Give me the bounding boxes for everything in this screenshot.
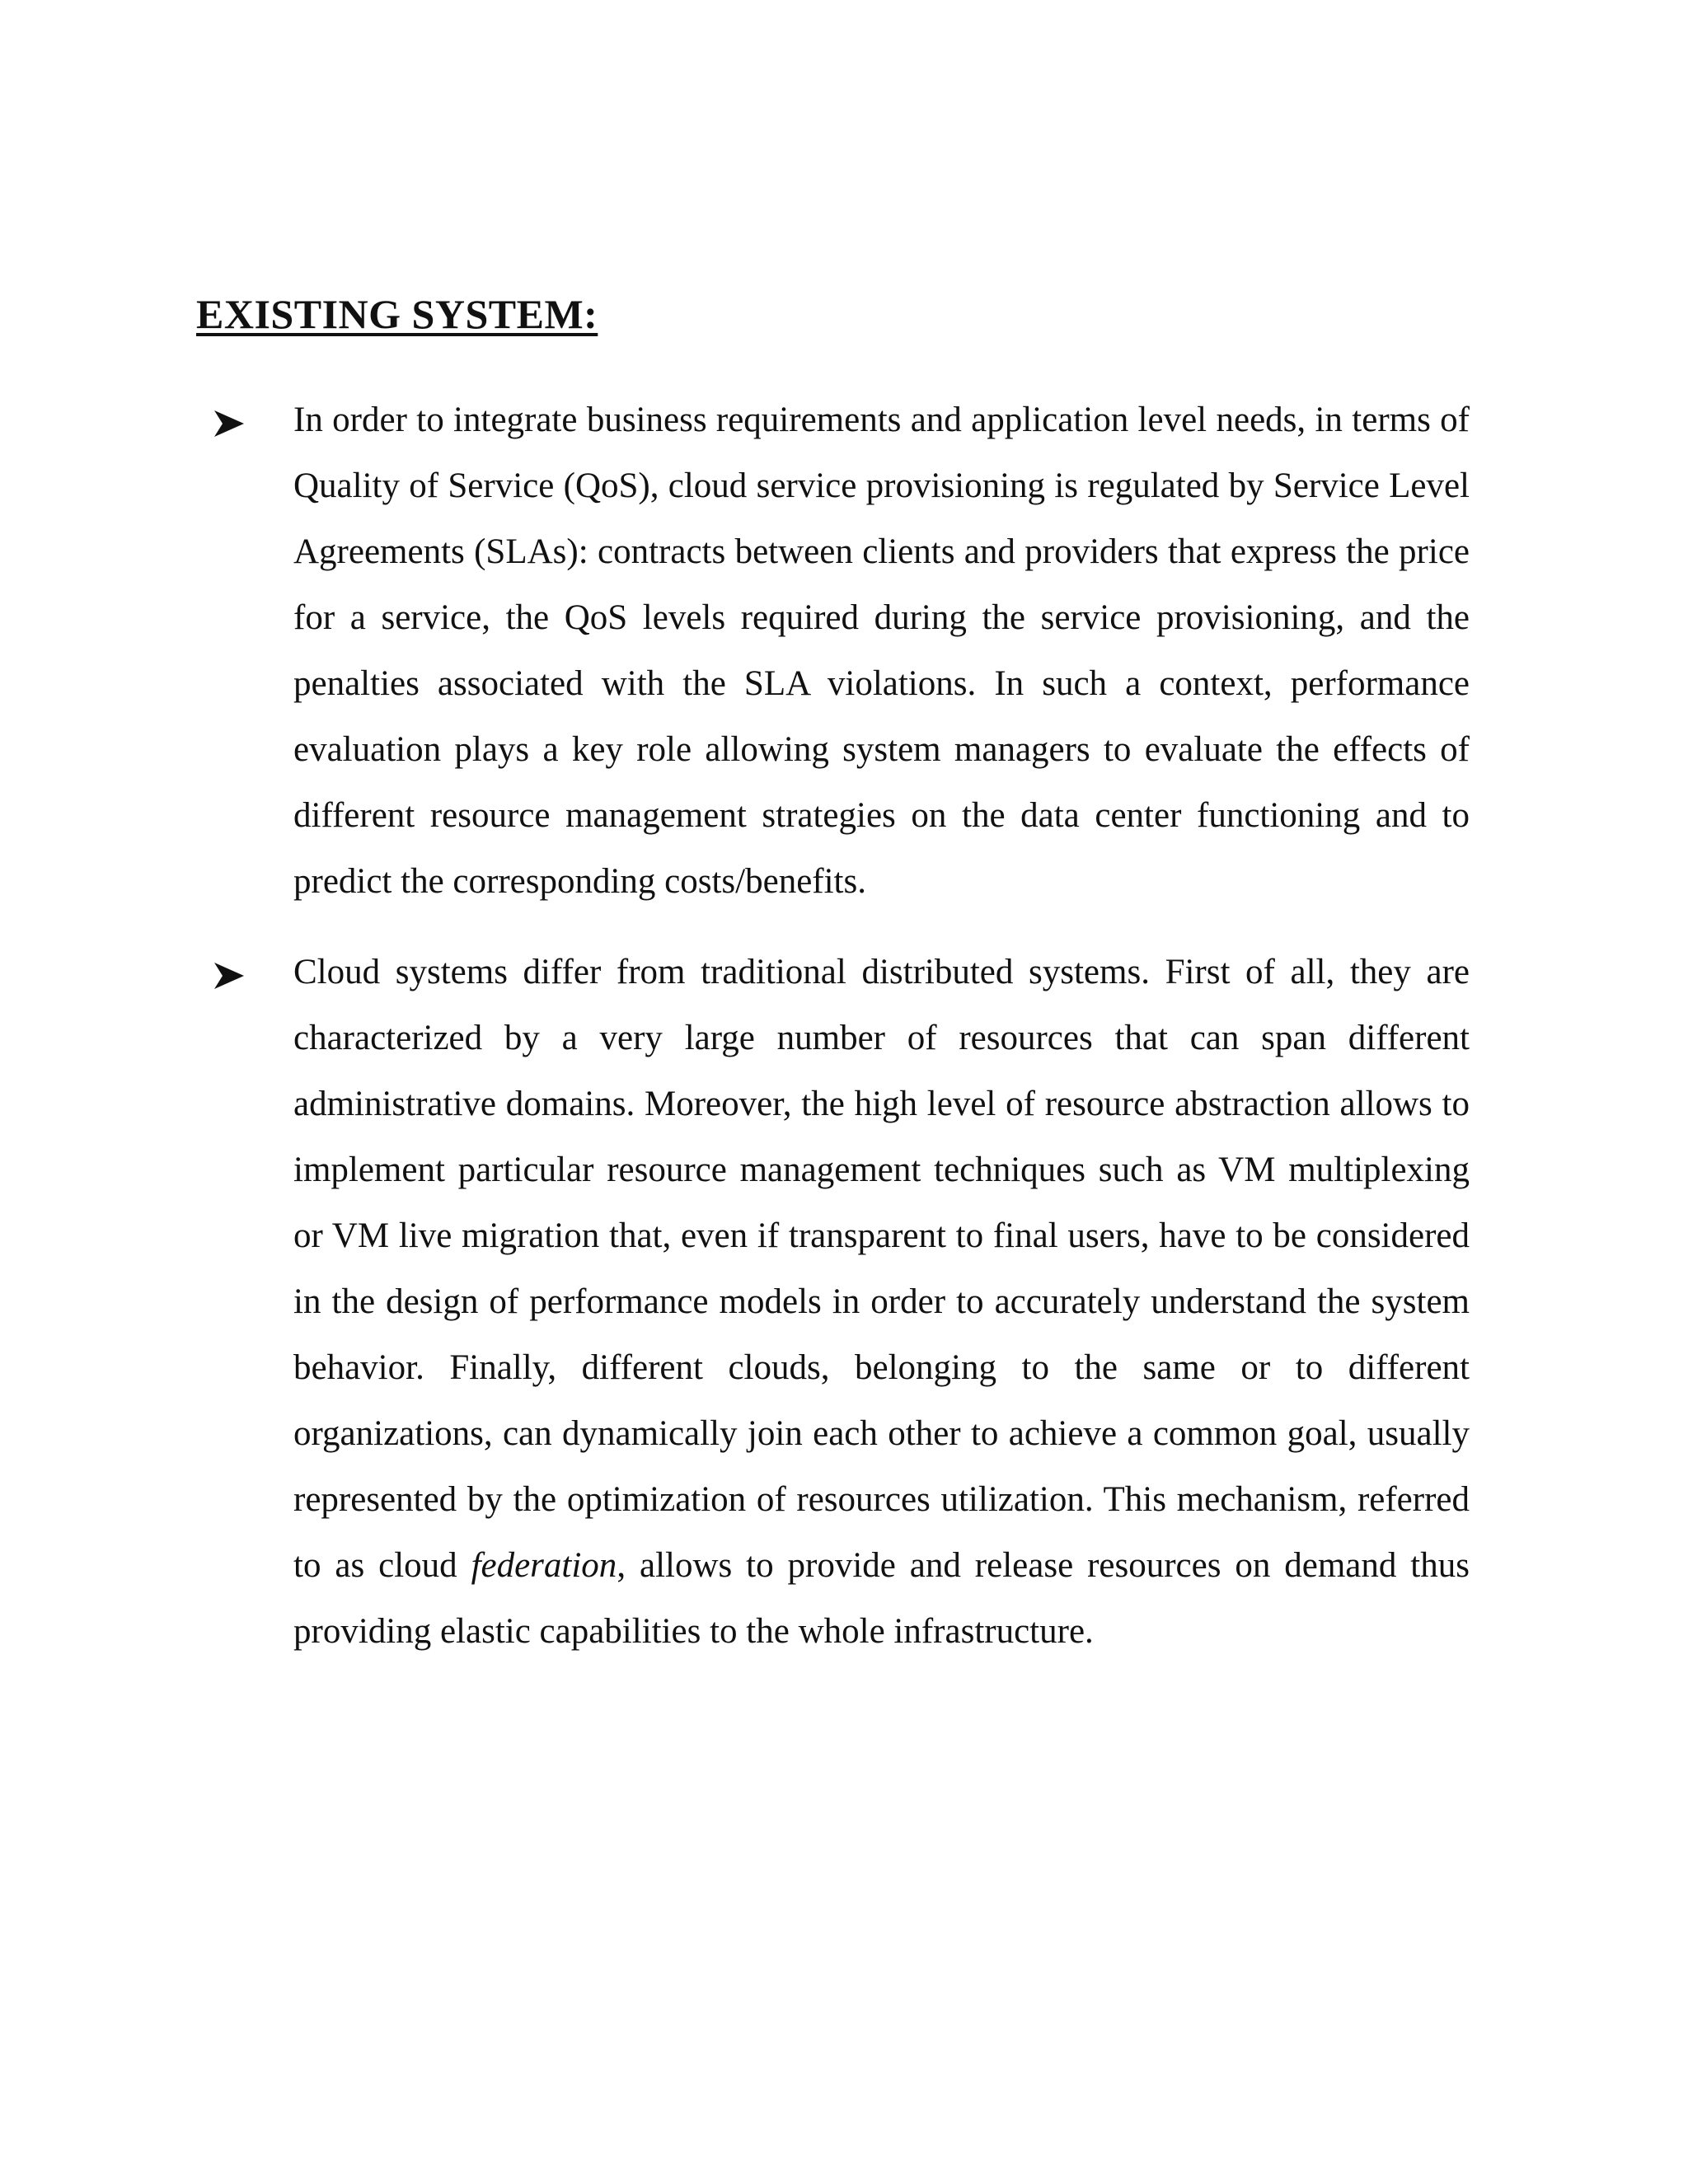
- bullet-text-2-part-1: Cloud systems differ from traditional distributed systems. First of all, they are characterized by a very large number of resources that can span different administrative domains. Moreover, the high level of resource abstraction allows to implement particular resource management techniques such as VM multiplexing or VM live migration that, even if transparent to final users, have to be considered in the design of performance models in order to accurately understand the system behavior. Finally, different clouds, belonging to the same or to different organizations, can dynamically join each other to achieve a common goal, usually represented by the optimization of resources utilization. This mechanism, referred to as cloud: [293, 953, 1470, 1585]
- bullet-text-2-part-2: , allows to provide and release resources on demand thus providing elastic capabilities to the whole infrastructure.: [293, 1546, 1470, 1651]
- federation-term: federation: [471, 1546, 617, 1585]
- section-heading: EXISTING SYSTEM:: [196, 291, 598, 337]
- bullet-text-2: [293, 940, 1470, 1665]
- arrowhead-bullet-icon: [213, 959, 246, 992]
- bullet-list: [196, 387, 1470, 1690]
- bullet-text-1: In order to integrate business requirements and application level needs, in terms of Quality of Service (QoS), cloud service provisioning is regulated by Service Level Agreements (SLAs): contracts between clients and providers that express the price for a service, the QoS levels required during the service provisioning, and the penalties associated with the SLA violations. In such a context, performance evaluation plays a key role allowing system managers to evaluate the effects of different resource management strategies on the data center functioning and to predict the corresponding costs/benefits.: [293, 401, 1470, 901]
- bullet-item-1: [196, 387, 1470, 915]
- bullet-item-2: [196, 940, 1470, 1665]
- arrowhead-bullet-icon: [213, 407, 246, 440]
